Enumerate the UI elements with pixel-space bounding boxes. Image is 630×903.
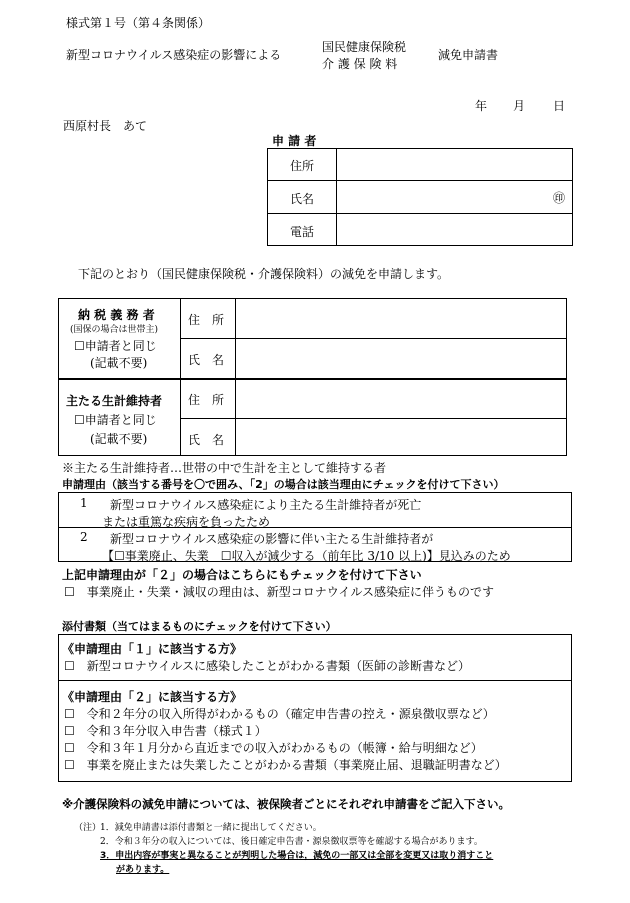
applicant-phone-field[interactable] [340,217,568,243]
applicant-name-label: 氏名 [290,192,315,206]
breadwinner-name-label: 氏 名 [188,433,225,447]
attachment-item-1-1[interactable]: ☐ 新型コロナウイルスに感染したことがわかる書類（医師の診断書など） [64,659,471,673]
reason2-heading: 上記申請理由が「２」の場合はこちらにもチェックを付けて下さい [62,568,422,582]
taxpayer-title: 納 税 義 務 者 [78,308,155,322]
reason-1-line1: 新型コロナウイルス感染症により主たる生計維持者が死亡 [110,498,422,512]
breadwinner-title: 主たる生計維持者 [66,394,163,408]
reason2-checkbox[interactable]: ☐ 事業廃止・失業・減収の理由は、新型コロナウイルス感染症に伴うものです [64,585,495,599]
breadwinner-no-entry: (記載不要) [90,432,148,446]
reason-heading: 申請理由（該当する番号を〇で囲み、「2」の場合は該当理由にチェックを付けて下さい） [62,478,505,491]
reason-1-number[interactable]: 1 [80,496,88,510]
reason-2-line1: 新型コロナウイルス感染症の影響に伴い主たる生計維持者が [110,532,434,546]
addressee: 西原村長 あて [63,119,148,133]
attachments-group2-title: 《申請理由「２」に該当する方》 [62,690,243,704]
note-2: 2．令和３年分の収入については、後日確定申告書・源泉徴収票等を確認する場合があります。 [100,837,483,847]
taxpayer-address-label: 住 所 [188,313,225,327]
note-3-line2: があります。 [116,865,170,875]
reason-2-number[interactable]: 2 [80,530,88,544]
attachment-item-2-1[interactable]: ☐ 令和２年分の収入所得がわかるもの（確定申告書の控え・源泉徴収票など） [64,707,495,721]
date-month-label: 月 [513,99,526,113]
care-insurance-note: ※介護保険料の減免申請については、被保険者ごとにそれぞれ申請書をご記入下さい。 [62,797,510,811]
breadwinner-name-field[interactable] [240,422,560,454]
tax-type-care-insurance: 介 護 保 険 料 [322,57,398,71]
taxpayer-note: (国保の場合は世帯主) [70,325,159,335]
form-number: 様式第１号（第４条関係） [66,16,211,30]
applicant-address-label: 住所 [290,159,315,173]
breadwinner-note: ※主たる生計維持者…世帯の中で生計を主として維持する者 [62,461,387,475]
breadwinner-same-checkbox[interactable]: ☐申請者と同じ [74,413,157,427]
note-3-line1: 3．申出内容が事実と異なることが判明した場合は，減免の一部又は全部を変更又は取り消すこと [100,851,494,861]
taxpayer-no-entry: (記載不要) [90,356,148,370]
title-suffix: 減免申請書 [438,48,499,62]
reason-2-checkboxes[interactable]: 【☐事業廃止、失業 ☐収入が減少する（前年比 3/10 以上)】見込みのため [102,549,511,563]
notes-label: （注） [74,823,102,833]
reason-1-line2: または重篤な疾病を負ったため [102,515,271,529]
breadwinner-address-label: 住 所 [188,393,225,407]
taxpayer-name-field[interactable] [240,342,560,374]
seal-mark: ㊞ [553,191,566,205]
taxpayer-name-label: 氏 名 [188,353,225,367]
applicant-phone-label: 電話 [290,225,315,239]
attachments-heading: 添付書類（当てはまるものにチェックを付けて下さい） [62,620,337,633]
applicant-name-field[interactable] [340,184,540,210]
attachments-group1-title: 《申請理由「１」に該当する方》 [62,642,243,656]
applicant-address-field[interactable] [340,151,568,177]
attachment-item-2-3[interactable]: ☐ 令和３年１月分から直近までの収入がわかるもの（帳簿・給与明細など） [64,741,483,755]
tax-type-national-health: 国民健康保険税 [322,40,407,54]
attachment-item-2-2[interactable]: ☐ 令和３年分収入申告書（様式１） [64,724,267,738]
title-prefix: 新型コロナウイルス感染症の影響による [66,48,282,62]
intro-text: 下記のとおり（国民健康保険税・介護保険料）の減免を申請します。 [78,267,450,281]
breadwinner-address-field[interactable] [240,382,560,414]
taxpayer-address-field[interactable] [240,302,560,334]
note-1: 1．減免申請書は添付書類と一緒に提出してください。 [100,823,322,833]
taxpayer-same-checkbox[interactable]: ☐申請者と同じ [74,339,157,353]
date-day-label: 日 [553,99,566,113]
date-year-label: 年 [475,99,488,113]
attachment-item-2-4[interactable]: ☐ 事業を廃止または失業したことがわかる書類（事業廃止届、退職証明書など） [64,758,507,772]
applicant-heading: 申 請 者 [272,134,317,148]
